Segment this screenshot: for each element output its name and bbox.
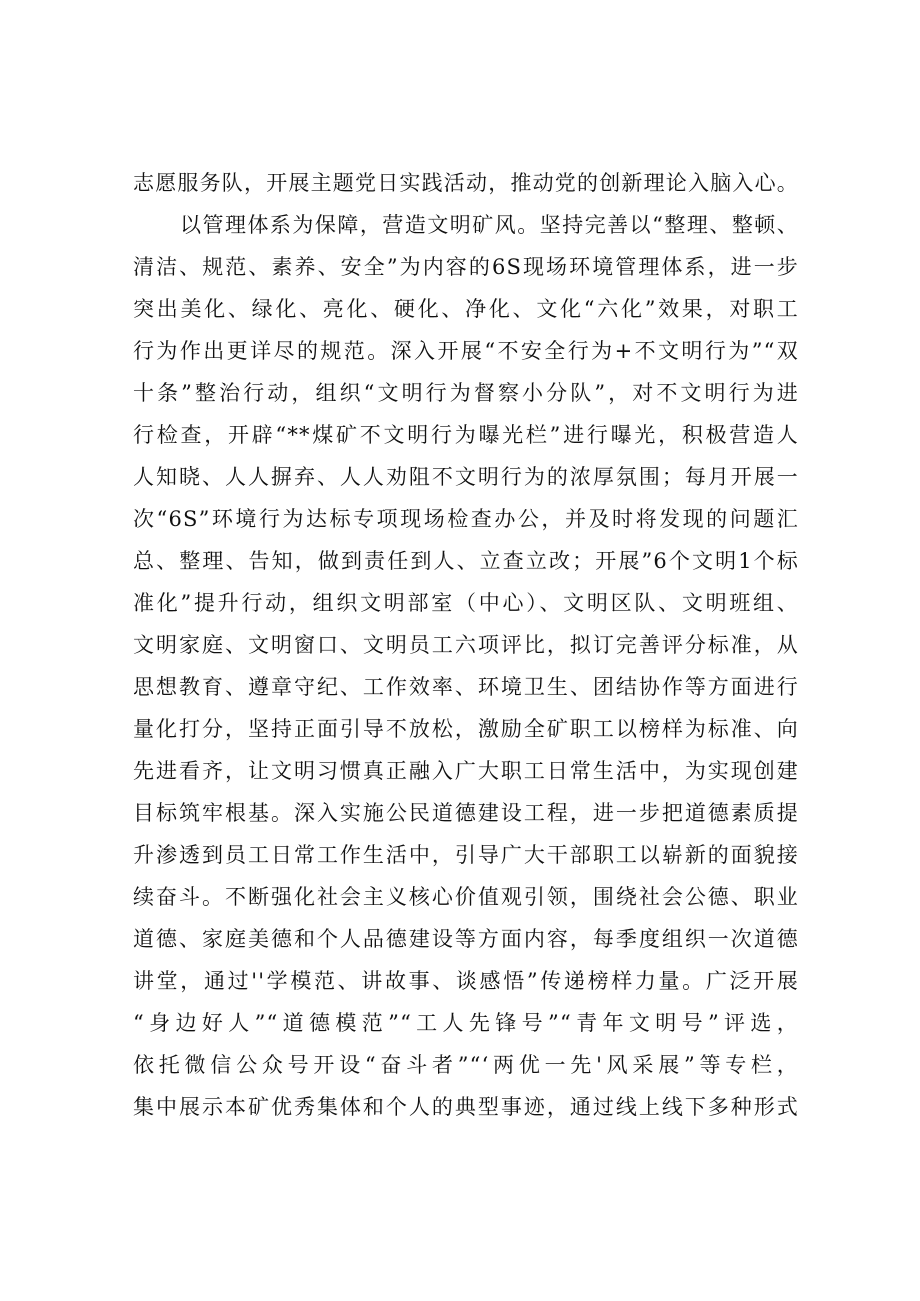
text-line: 续奋斗。不断强化社会主义核心价值观引领，围绕社会公德、职业 [133, 885, 799, 909]
text-line: 清洁、规范、素养、安全”为内容的6S现场环境管理体系，进一步 [133, 255, 799, 279]
text-line: 目标筑牢根基。深入实施公民道德建设工程，进一步把道德素质提 [133, 801, 799, 825]
text-line: 先进看齐，让文明习惯真正融入广大职工日常生活中，为实现创建 [133, 759, 799, 783]
text-line: 文明家庭、文明窗口、文明员工六项评比，拟订完善评分标准，从 [133, 633, 799, 657]
paragraph-first-line: 以管理体系为保障，营造文明矿风。坚持完善以“整理、整顿、 [180, 213, 799, 237]
text-line: 总、整理、告知，做到责任到人、立查立改；开展”6个文明1个标 [133, 549, 799, 573]
text-line: 集中展示本矿优秀集体和个人的典型事迹，通过线上线下多种形式 [133, 1095, 799, 1119]
text-line: 依托微信公众号开设“奋斗者”“‘两优一先'风采展”等专栏， [133, 1053, 799, 1077]
text-line: 人知晓、人人摒弃、人人劝阻不文明行为的浓厚氛围；每月开展一 [133, 465, 799, 489]
text-line: 升渗透到员工日常工作生活中，引导广大干部职工以崭新的面貌接 [133, 843, 799, 867]
text-line: 志愿服务队，开展主题党日实践活动，推动党的创新理论入脑入心。 [133, 171, 799, 195]
text-line: 讲堂，通过''学模范、讲故事、谈感悟”传递榜样力量。广泛开展 [133, 969, 799, 993]
text-line: 次“6S”环境行为达标专项现场检查办公，并及时将发现的问题汇 [133, 507, 799, 531]
text-line: 行为作出更详尽的规范。深入开展“不安全行为+不文明行为”“双 [133, 339, 799, 363]
text-line: 突出美化、绿化、亮化、硬化、净化、文化“六化”效果，对职工 [133, 297, 799, 321]
text-line: 十条”整治行动，组织“文明行为督察小分队”，对不文明行为进 [133, 381, 799, 405]
text-line: 准化”提升行动，组织文明部室（中心）、文明区队、文明班组、 [133, 591, 799, 615]
text-line: 行检查，开辟“**煤矿不文明行为曝光栏”进行曝光，积极营造人 [133, 423, 799, 447]
text-line: 道德、家庭美德和个人品德建设等方面内容，每季度组织一次道德 [133, 927, 799, 951]
text-line: 量化打分，坚持正面引导不放松，激励全矿职工以榜样为标准、向 [133, 717, 799, 741]
text-line: 思想教育、遵章守纪、工作效率、环境卫生、团结协作等方面进行 [133, 675, 799, 699]
text-line: “身边好人”“道德模范”“工人先锋号”“青年文明号”评选， [133, 1011, 799, 1035]
